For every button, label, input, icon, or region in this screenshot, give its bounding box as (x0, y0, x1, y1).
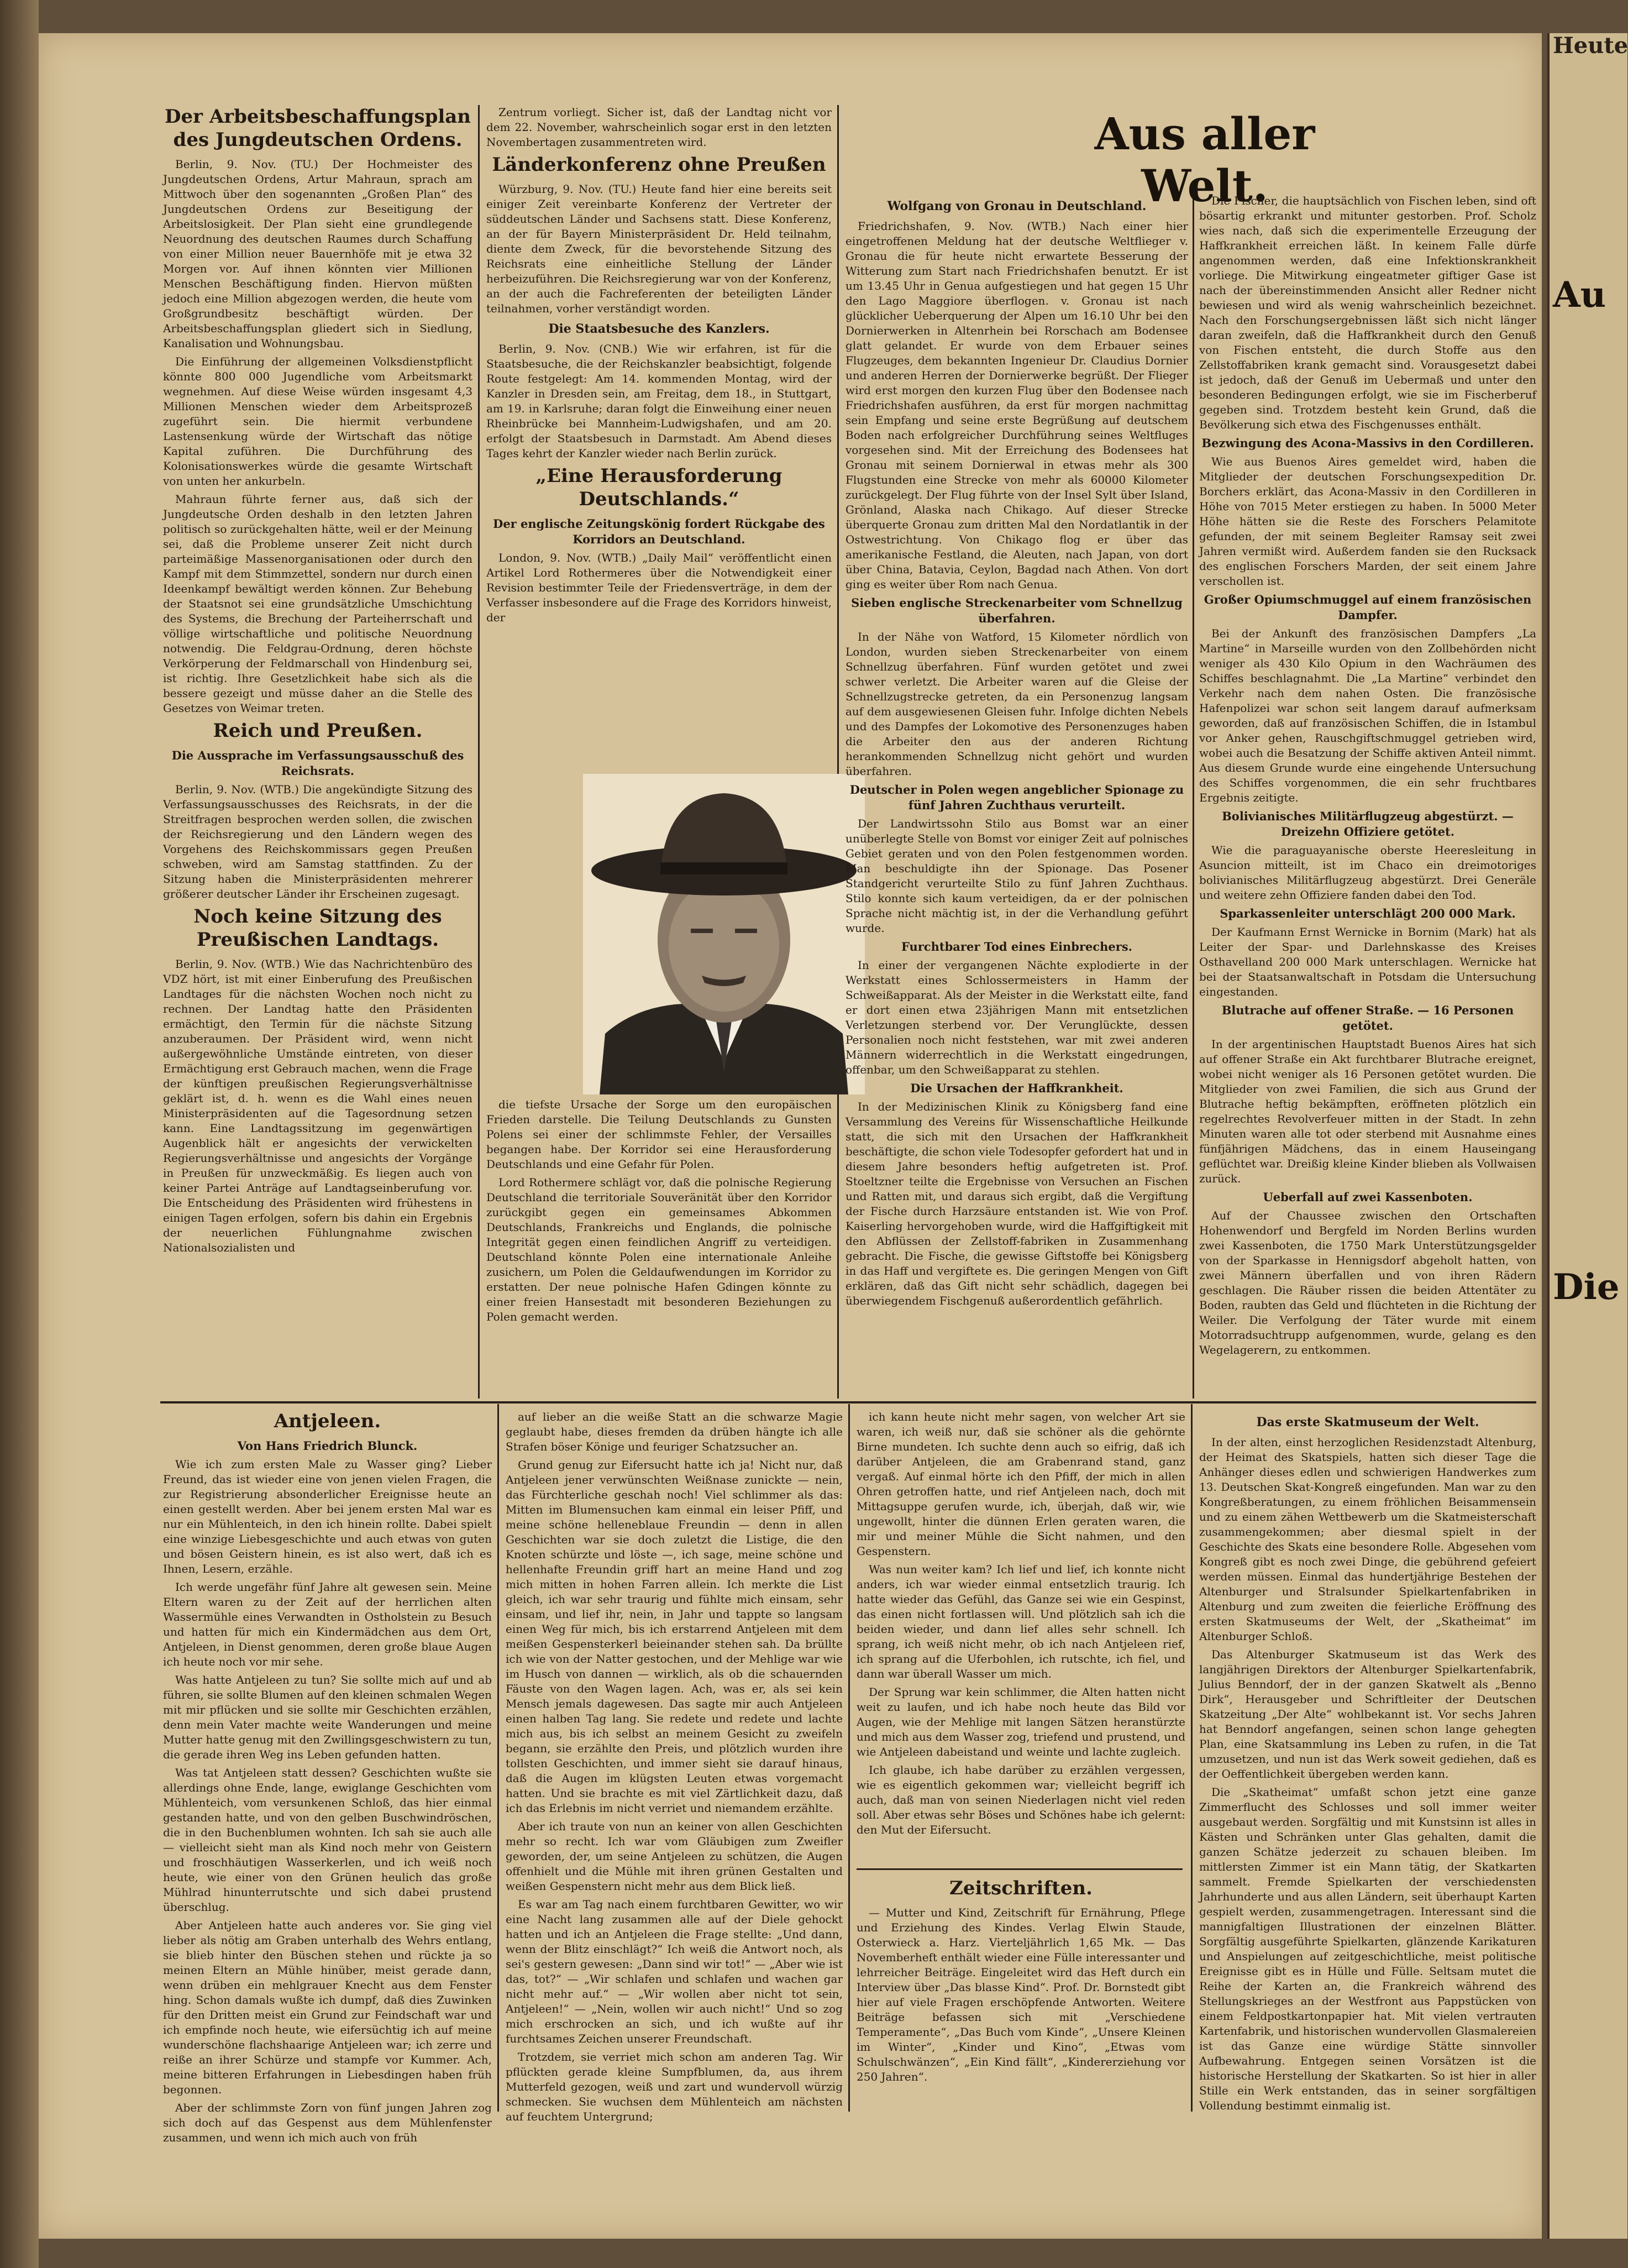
article-text: Berlin, 9. Nov. (WTB.) Wie das Nachrichtenbüro des VDZ hört, ist mit einer Einberufung des Preußischen Landtages für die nächsten Wochen noch nicht zu rechnen. Der Landtag hatte den Präsidenten ermächtigt, den Termin für die nächste Sitzung anzuberaumen. Der Präsident wird, wenn nicht außergewöhnliche Umstände eintreten, von dieser Ermächtigung erst Gebrauch machen, wenn die Frage der künftigen preußischen Regierungsverhältnisse geklärt ist, d. h. wenn es die Wahl eines neuen Ministerpräsidenten auf die Tagesordnung setzen kann. Eine Landtagssitzung im gegenwärtigen Augenblick hält er angesichts der verwickelten Regierungsverhältnisse und angesichts der Vorgänge in Preußen für unzweckmäßig. Es liegen auch von keiner Partei Anträge auf Landtagseinberufung vor. Die Entscheidung des Präsidenten wird frühestens in einigen Tagen erfolgen, sofern bis dahin ein Ergebnis der neuerlichen Fühlungnahme zwischen Nationalsozialisten und (163, 957, 472, 1254)
column-rule (848, 1404, 850, 2112)
headline: Reich und Preußen. (213, 720, 423, 742)
article-text: Das Altenburger Skatmuseum ist das Werk des langjährigen Direktors der Altenburger Spielkartenfabrik, Julius Benndorf, der in der ganzen Skatwelt als „Benno Dirk“, Herausgeber und Schriftleiter der Deutschen Skatzeitung „Der Alte“ wohlbekannt ist. Vor sechs Jahren hat Benndorf angefangen, seinen schon lange gehegten Plan, eine Skatsammlung ins Leben zu rufen, in die Tat umzusetzen, und nun ist das Werk soweit gediehen, daß es der Oeffentlichkeit übergeben werden kann. (1199, 1648, 1536, 1780)
newspaper-page (39, 33, 1542, 2239)
section-divider (160, 1401, 1536, 1403)
portrait-photo (583, 774, 865, 1094)
article-text: Aber ich traute von nun an keiner von allen Geschichten mehr so recht. Ich war vom Gläubigen zum Zweifler geworden, der, um seine Antjeleen zu schützen, die Augen offenhielt und die Mühle mit ihren grünen Gestalten und weißen Gespenstern nicht mehr aus dem Blick ließ. (506, 1820, 843, 1893)
man-portrait-icon (583, 774, 865, 1094)
subheadline: Der englische Zeitungskönig fordert Rückgabe des Korridors an Deutschland. (493, 517, 825, 546)
article-text: — Mutter und Kind, Zeitschrift für Ernährung, Pflege und Erziehung des Kindes. Verlag Elwin Staude, Osterwieck a. Harz. Vierteljährlich 1,65 Mk. — Das Novemberheft enthält wieder eine Fülle interessanter und lehrreicher Beiträge. Eingeleitet wird das Heft durch ein Interview über „Das blasse Kind“. Prof. Dr. Bornstedt gibt hier auf viele Fragen erschöpfende Antworten. Weitere Beiträge befassen sich mit „Verschiedene Temperamente“, „Das Buch vom Kinde“, „Unsere Kleinen im Winter“, „Kinder und Kino“, „Etwas vom Schulschwänzen“, „Ein Kind fällt“, „Kindererziehung vor 250 Jahren“. (857, 1906, 1185, 2083)
article-text: Wie die paraguayanische oberste Heeresleitung in Asuncion mitteilt, ist im Chaco ein dreimotoriges bolivianisches Militärflugzeug abgestürzt. Drei Generäle und weitere zehn Offiziere fanden dabei den Tod. (1199, 844, 1536, 902)
subheadline: Sieben englische Streckenarbeiter vom Schnellzug überfahren. (851, 596, 1183, 625)
headline: Noch keine Sitzung des Preußischen Landtags. (193, 905, 442, 951)
article-text: Grund genug zur Eifersucht hatte ich ja! Nicht nur, daß Antjeleen jener verwünschten Weißnase zunickte — nein, das Fürchterliche geschah noch! Viel schlimmer als das: Mitten im Blumensuchen kam einmal ein leiser Pfiff, und meine schöne helleneblaue Freundin — denn in allen Geschichten war sie doch zuletzt die Listige, die den Knoten schürzte und löste —, ich sage, meine schöne und hellenhafte Freundin griff hart an meine Hand und zog mich mitten in hohen Farren allein. Ich merkte die List gleich, ich war sehr traurig und fühlte mich einsam, sehr einsam, und lief ihr, nein, in Jahr und tappte so langsam einen Weg für mich, bis ich erstarrend Antjeleen mit dem meißen Gespensterkerl beieinander stehen sah. Da brüllte ich wie von der Natter gestochen, und der Mehlige war wie im Husch von dannen — wirklich, als ob die schauernden Fäuste von den Wagen lagen. Ach, was er, als sei kein Mensch jemals dagewesen. Das sagte mir auch Antjeleen einen halben Tag lang. Sie redete und redete und lachte mich aus, bis ich selbst an meinem Gesicht zu zweifeln begann, sie erzählte den Preis, und plötzlich wurden ihre tollsten Geschichten, und immer sieht sie darauf hinaus, daß die Augen im klügsten Leuten etwas vorgemacht hatten. Und sie brachte es mit viel Zärtlichkeit dazu, daß ich das Erlebnis im nicht verriet und niemandem erzählte. (506, 1458, 843, 1815)
article-text: In der Nähe von Watford, 15 Kilometer nördlich von London, wurden sieben Streckenarbeiter von einem Schnellzug überfahren. Fünf wurden getötet und zwei schwer verletzt. Die Arbeiter waren auf die Gleise der Schnellzugstrecke getreten, da ein Personenzug langsam auf dem ausgewiesenen Gleisen fuhr. Infolge dichten Nebels und des Dampfes der Lokomotive des Personenzuges haben die Arbeiter den aus der anderen Richtung herankommenden Schnellzug nicht gehört und wurden überfahren. (845, 630, 1188, 778)
article-text: Was tat Antjeleen statt dessen? Geschichten wußte sie allerdings ohne Ende, lange, ewiglange Geschichten vom Mühlenteich, vom versunkenen Schloß, das hier einmal gestanden hatte, und von den gelben Buschwindröschen, die in den Buchenblumen wohnten. Ich sah sie auch alle — vielleicht sieht man als Kind noch mehr von Geistern und froschhäutigen Wasserkerlen, und ich weiß noch heute, wie einer von den Grünen heulich das große Mühlrad hinunterrutschte und sich dabei prustend überschlug. (163, 1766, 492, 1914)
article-text: die tiefste Ursache der Sorge um den europäischen Frieden darstelle. Die Teilung Deutschlands zu Gunsten Polens sei einer der schlimmste Fehler, der Versailles begangen habe. Der Korridor sei eine Herausforderung Deutschlands und eine Gefahr für Polen. (486, 1098, 832, 1171)
article-text: Trotzdem, sie verriet mich schon am anderen Tag. Wir pflückten gerade kleine Sumpfblumen, da, aus ihrem Mutterfeld gezogen, weiß und zart und wundervoll würzig schmecken. Sie wuchsen dem Mühlenteich am nächsten auf feuchtem Untergrund; (506, 2050, 843, 2123)
article-text: Die Einführung der allgemeinen Volksdienstpflicht könnte 800 000 Jugendliche vom Arbeitsmarkt wegnehmen. Auf diese Weise würden insgesamt 4,3 Millionen Menschen wieder dem Arbeitsprozeß zugeführt sein. Die hiermit verbundene Lastensenkung würde der Wirtschaft das nötige Kapital zuführen. Die Durchführung des Kolonisationswerkes würde die gesamte Wirtschaft von unten her ankurbeln. (163, 355, 472, 488)
subheadline: Bolivianisches Militärflugzeug abgestürzt. — Dreizehn Offiziere getötet. (1222, 809, 1514, 839)
article-text: Was nun weiter kam? Ich lief und lief, ich konnte nicht anders, ich war wieder einmal entsetzlich traurig. Ich hatte wieder das Gefühl, das Ganze sei wie ein Gespinst, das einen nicht fortlassen will. Und plötzlich sah ich die beiden wieder, und dann lief alles sehr schnell. Ich sprang, ich weiß nicht mehr, ob ich nach Antjeleen rief, ich sprang auf die Uferbohlen, ich rutschte, ich fiel, und dann war überall Wasser um mich. (857, 1563, 1185, 1680)
column-8 (1199, 1410, 1536, 2112)
headline: Die Staatsbesuche des Kanzlers. (548, 322, 770, 336)
subheadline: Deutscher in Polen wegen angeblicher Spionage zu fünf Jahren Zuchthaus verurteilt. (849, 783, 1184, 812)
article-text: Friedrichshafen, 9. Nov. (WTB.) Nach einer hier eingetroffenen Meldung hat der deutsche Weltflieger v. Gronau die für heute nicht erwartete Besserung der Witterung zum Start nach Friedrichshafen benutzt. Er ist um 13.45 Uhr in Genua aufgestiegen und hat gegen 15 Uhr den Lago Maggiore überflogen. v. Gronau ist nach glücklicher Ueberquerung der Alpen um 16.10 Uhr bei den Dornierwerken in Altenrhein bei Rorschach am Bodensee glatt gelandet. Er wurde von dem Erbauer seines Flugzeuges, dem bekannten Ingenieur Dr. Claudius Dornier und anderen Herren der Dornierwerke begrüßt. Der Flieger wird erst morgen den kurzen Flug über den Bodensee nach Friedrichshafen ausführen, da erst für morgen nachmittag sein Empfang und seine erste Begrüßung auf deutschem Boden nach erfolgreicher Durchführung seines Weltfluges vorgesehen sind. Mit der Erreichung des Bodensees hat Gronau mit seinem Dornierwal in etwas mehr als 300 Flugstunden eine Strecke von mehr als 60000 Kilometer zurückgelegt. Der Flug führte von der Insel Sylt über Island, Grönland, Alaska nach Chikago. Auf dieser Strecke überquerte Gronau zum dritten Mal den Nordatlantik in der Ostwestrichtung. Von Chikago flog er über das amerikanische Festland, die Aleuten, nach Japan, von dort über China, Batavia, Ceylon, Bagdad nach Athen. Von dort ging es weiter über Rom nach Genua. (845, 219, 1188, 591)
article-text: Lord Rothermere schlägt vor, daß die polnische Regierung Deutschland die territoriale Souveränität über den Korridor zurückgibt gegen ein gemeinsames Abkommen Deutschlands, Frankreichs und Englands, die polnische Integrität gegen einen feindlichen Angriff zu verteidigen. Deutschland könnte Polen eine internationale Anleihe zusichern, um Polen die Geldaufwendungen im Korridor zu erstatten. Der neue polnische Hafen Gdingen könnte zu einer freien Hansestadt mit besonderen Beziehungen zu Polen gemacht werden. (486, 1176, 832, 1323)
article-text: ich kann heute nicht mehr sagen, von welcher Art sie waren, ich weiß nur, daß sie schöner als die gehörnte Birne mundeten. Ich suchte denn auch so eifrig, daß ich darüber Antjeleen, die am Grabenrand stand, ganz vergaß. Auf einmal hörte ich den Pfiff, der mich in allen Ohren getroffen hatte, und rief Antjeleen nach, doch mit Mittagsuppe gerufen wurde, ich, überjah, daß wir, wie ungewollt, hinter die dünnen Erlen geraten waren, die mir und meiner Mühle die Sicht nahmen, und den Gespenstern. (857, 1410, 1185, 1558)
subheadline: Bezwingung des Acona-Massivs in den Cordilleren. (1201, 436, 1534, 450)
article-text: Die „Skatheimat“ umfaßt schon jetzt eine ganze Zimmerflucht des Schlosses und soll immer weiter ausgebaut werden. Sorgfältig und mit Kunstsinn ist alles in Kästen und Schränken unter Glas gehalten, damit die ganzen Schätze jederzeit zu schauen bleiben. Im mittlersten Zimmer ist ein Mann tätig, der Skatkarten sammelt. Fremde Spielkarten der verschiedensten Jahrhunderte und aus allen Ländern, seit überhaupt Karten gespielt werden, zusammengetragen. Interessant sind die mannigfaltigen Illustrationen der einzelnen Blätter. Sorgfältig ausgeführte Spielkarten, glänzende Karikaturen und Anspielungen auf zeitgeschichtliche, meist politische Ereignisse gibt es in Hülle und Fülle. Seltsam mutet die Reihe der Karten an, die Frankreich während des Stellungskrieges an der Westfront aus Pappstücken von einem Feldpostkartonpapier hat. Mit vielen vertrauten Kartenfabrik, und historischen wundervollen Glasmalereien ist das Ganze eine würdige Stätte sinnvoller Aufbewahrung. Entgegen seinen Vorsätzen ist die historische Herstellung der Skatkarten. So ist hier in aller Stille ein Werk entstanden, das in seiner sorgfältigen Vollendung bestimmt einmalig ist. (1199, 1785, 1536, 2112)
article-text: Der Landwirtssohn Stilo aus Bomst war an einer unüberlegte Stelle von Bomst vor einiger Zeit auf polnisches Gebiet geraten und von den Polen festgenommen worden. Man beschuldigte ihn der Spionage. Das Posener Standgericht verurteilte Stilo zu fünf Jahren Zuchthaus. Stilo konnte sich kaum verteidigen, da er der polnischen Sprache nicht mächtig ist, in der die Verhandlung geführt wurde. (845, 817, 1188, 935)
column-2 (486, 105, 832, 741)
subheadline: Furchtbarer Tod eines Einbrechers. (901, 940, 1132, 954)
article-text: Würzburg, 9. Nov. (TU.) Heute fand hier eine bereits seit einiger Zeit vereinbarte Konferenz der Vertreter der süddeutschen Länder und Sachsens statt. Diese Konferenz, an der für Bayern Ministerpräsident Dr. Held teilnahm, diente dem Zweck, für die bevorstehende Sitzung des Reichsrats eine einheitliche Stellung der Länder herbeizuführen. Die Reichsregierung war von der Konferenz, an der auch die Fachreferenten der beteiligten Länder teilnahmen, vorher verständigt worden. (486, 182, 832, 315)
headline: Wolfgang von Gronau in Deutschland. (887, 199, 1147, 213)
byline: Von Hans Friedrich Blunck. (237, 1439, 418, 1453)
article-text: Der Kaufmann Ernst Wernicke in Bornim (Mark) hat als Leiter der Spar- und Darlehnskasse des Kreises Osthavelland 200 000 Mark unterschlagen. Wernicke hat bei der Staatsanwaltschaft in Potsdam die Untersuchung eingestanden. (1199, 925, 1536, 998)
adjacent-page-text: Heute (1553, 33, 1628, 59)
subheadline: Die Aussprache im Verfassungsausschuß des Reichsrats. (171, 748, 464, 778)
article-text: Berlin, 9. Nov. (CNB.) Wie wir erfahren, ist für die Staatsbesuche, die der Reichskanzler beabsichtigt, folgende Route festgelegt: Am 14. kommenden Montag, wird der Kanzler in Dresden sein, am Freitag, dem 18., in Stuttgart, am 19. in Karlsruhe; daran folgt die Einweihung einer neuen Rheinbrücke bei Mannheim-Ludwigshafen, und am 20. erfolgt der Staatsbesuch in Darmstadt. Am Abend dieses Tages kehrt der Kanzler wieder nach Berlin zurück. (486, 342, 832, 460)
binding-edge (0, 0, 39, 2268)
subheadline: Sparkassenleiter unterschlägt 200 000 Mark. (1220, 907, 1516, 920)
article-text: Ich glaube, ich habe darüber zu erzählen vergessen, wie es eigentlich gekommen war; vielleicht begriff ich auch, daß man von seinen Niederlagen nicht viel reden soll. Aber etwas sehr Böses und Schönes habe ich gelernt: den Mut der Eifersucht. (857, 1763, 1185, 1836)
article-text: London, 9. Nov. (WTB.) „Daily Mail“ veröffentlicht einen Artikel Lord Rothermeres über die Notwendigkeit einer Revision bestimmter Teile der Friedensverträge, in dem der Verfasser insbesondere auf die Frage des Korridors hinweist, der (486, 551, 832, 624)
article-text: Die Fischer, die hauptsächlich von Fischen leben, sind oft bösartig erkrankt und mitunter gestorben. Prof. Scholz wies nach, daß sich die experimentelle Erzeugung der Haffkrankheit erreichen läßt. In keinem Falle dürfe angenommen werden, daß eine Infektionskrankheit vorliege. Die Mitwirkung eingeatmeter giftiger Gase ist nach der übereinstimmenden Ansicht aller Redner nicht bewiesen und wird als wenig wahrscheinlich bezeichnet. Nach den Forschungsergebnissen läßt sich nicht länger daran zweifeln, daß die Haffkrankheit durch den Genuß von Fischen entsteht, die durch Stoffe aus den Zellstoffabriken krank gemacht sind. Vorausgesetzt dabei ist jedoch, daß der Genuß im Uebermaß und unter den besonderen Bedingungen erfolgt, wie sie im Fischerberuf gegeben sind. Trotzdem besteht kein Grund, daß die Bevölkerung sich etwa des Fischgenusses enthält. (1199, 194, 1536, 431)
column-1 (163, 105, 472, 1398)
column-2-lower (486, 1097, 832, 1398)
subheadline: Ueberfall auf zwei Kassenboten. (1263, 1190, 1473, 1204)
article-text: In der argentinischen Hauptstadt Buenos Aires hat sich auf offener Straße ein Akt furchtbarer Blutrache ereignet, wobei nicht weniger als 16 Personen getötet wurden. Die Mitglieder von zwei Familien, die sich aus Grund der Blutrache heftig bekämpften, eröffneten plötzlich ein regelrechtes Revolverfeuer mitten in der Stadt. In zehn Minuten waren alle tot oder sterbend mit Ausnahme eines fünfjährigen Mädchens, das in einem Hauseingang geflüchtet war. Dreißig kleine Kinder blieben als Vollwaisen zurück. (1199, 1038, 1536, 1185)
article-text: Berlin, 9. Nov. (WTB.) Die angekündigte Sitzung des Verfassungsausschusses des Reichsrats, in der die Streitfragen besprochen werden sollen, die zwischen der Reichsregierung und den Ländern wegen des Vorgehens des Reichskommissars gegen Preußen schweben, wird am Samstag stattfinden. Zu der Sitzung haben die Ministerpräsidenten mehrerer größerer deutscher Länder ihr Erscheinen zugesagt. (163, 783, 472, 900)
column-rule (478, 105, 480, 1398)
column-7 (857, 1410, 1185, 1863)
article-text: Auf der Chaussee zwischen den Ortschaften Hohenwendorf und Bergfeld im Norden Berlins wurden zwei Kassenboten, die 1750 Mark Unterstützungsgelder von der Sparkasse in Hennigsdorf abgeholt hatten, von zwei Männern überfallen und von ihren Rädern geschlagen. Die Räuber rissen die beiden Attentäter zu Boden, raubten das Geld und flüchteten in die Richtung der Weiler. Die Verfolgung der Täter wurde mit einem Motorradsuchtrupp aufgenommen, wurde, gelang es den Wegelagerern, zu entkommen. (1199, 1209, 1536, 1356)
article-text: Der Sprung war kein schlimmer, die Alten hatten nicht weit zu laufen, und ich habe noch heute das Bild vor Augen, wie der Mehlige mit langen Sätzen heranstürzte und mich aus dem Wasser zog, triefend und prustend, und wie Antjeleen dabeistand und weinte und lachte zugleich. (857, 1685, 1185, 1758)
subheadline: Die Ursachen der Haffkrankheit. (910, 1081, 1123, 1095)
article-text: Aber der schlimmste Zorn von fünf jungen Jahren zog sich doch auf das Gespenst aus dem Mühlenfenster zusammen, und wenn ich mich auch von früh (163, 2101, 492, 2144)
column-7-lower (857, 1877, 1185, 2112)
subheadline: Blutrache auf offener Straße. — 16 Personen getötet. (1221, 1003, 1514, 1033)
section-masthead: Aus aller Welt. (1094, 108, 1315, 212)
article-text: Ich werde ungefähr fünf Jahre alt gewesen sein. Meine Eltern waren zu der Zeit auf der herrlichen alten Wassermühle eines Verwandten in Ostholstein zu Besuch und hatten für mich ein Kindermädchen aus dem Ort, Antjeleen, in Dienst genommen, deren große blaue Augen ich heute noch vor mir sehe. (163, 1580, 492, 1668)
headline: Länderkonferenz ohne Preußen (492, 154, 826, 176)
article-text: Aber Antjeleen hatte auch anderes vor. Sie ging viel lieber als nötig am Graben unterhalb des Wehrs entlang, sie blieb hinter den Büschen stehen und rückte ja so meinen Eltern an Mühle hinüber, meist gerade dann, wenn drüben ein mehlgrauer Knecht aus dem Fenster hing. Schon damals wußte ich dumpf, daß dies Zuwinken für den Dritten meist ein Grund zur Feindschaft war und ich empfinde noch heute, wie eifersüchtig ich auf meine wunderschöne flachshaarige Antjeleen war; ich zerre und reiße an ihrer Schürze und stampfe vor Kummer. Ach, meine bitteren Erfahrungen in Liebesdingen haben früh begonnen. (163, 1919, 492, 2096)
subheadline: Großer Opiumschmuggel auf einem französischen Dampfer. (1204, 593, 1532, 622)
headline: Das erste Skatmuseum der Welt. (1256, 1415, 1479, 1429)
article-text: Mahraun führte ferner aus, daß sich der Jungdeutsche Orden deshalb in den letzten Jahren politisch so zurückgehalten hätte, weil er der Meinung sei, daß die Probleme unserer Zeit nicht durch parteimäßige Massenorganisationen oder durch den Kampf mit dem Stimmzettel, sondern nur durch einen Ideenkampf bewältigt werden können. Zur Behebung der Staatsnot sei eine grundsätzliche Umschichtung des Systems, die Brechung der Parteiherrschaft und völlige wirtschaftliche und politische Neuordnung notwendig. Die Feldgrau-Ordnung, deren höchste Verkörperung der Feldmarschall von Hindenburg sei, ist richtig. Ihre Gesetzlichkeit habe sich als die bessere gezeigt und müsse daher an die Stelle des Gesetzes von Weimar treten. (163, 493, 472, 715)
article-text: auf lieber an die weiße Statt an die schwarze Magie geglaubt habe, dieses fremden da drüben hängte ich alle Strafen böser Könige und feuriger Schatzsucher an. (506, 1410, 843, 1453)
article-text: Berlin, 9. Nov. (TU.) Der Hochmeister des Jungdeutschen Ordens, Artur Mahraun, sprach am Mittwoch über den sogenannten „Großen Plan“ des Jungdeutschen Ordens zur Beseitigung der Arbeitslosigkeit. Der Plan sieht eine grundlegende Neuordnung des deutschen Raumes durch Schaffung von einer Million neuer Bauernhöfe mit je etwa 32 Morgen vor. Auf ihnen könnten vier Millionen Menschen Beschäftigung finden. Hiervon müßten jedoch eine Million abgezogen werden, die heute vom Großgrundbesitz beschäftigt würden. Der Arbeitsbeschaffungsplan gliedert sich in Siedlung, Kanalisation und Wohnungsbau. (163, 158, 472, 350)
article-text: Wie ich zum ersten Male zu Wasser ging? Lieber Freund, das ist wieder eine von jenen vielen Fragen, die zur Registrierung absonderlicher Ereignisse heute an einen gestellt werden. Aber bei jenem ersten Mal war es nur ein Mühlenteich, in den ich hinein rollte. Dabei spielt eine winzige Liebesgeschichte und auch etwas von guten und bösen Geistern hinein, es ist also wert, daß ich es Ihnen, Lesern, erzähle. (163, 1458, 492, 1575)
column-rule (837, 105, 839, 1398)
headline: Zeitschriften. (949, 1877, 1093, 1899)
adjacent-page (1547, 33, 1627, 2239)
column-6 (506, 1410, 843, 2123)
headline: Der Arbeitsbeschaffungsplan des Jungdeutschen Ordens. (164, 106, 471, 151)
article-text: Was hatte Antjeleen zu tun? Sie sollte mich auf und ab führen, sie sollte Blumen auf den kleinen schmalen Wegen mit mir pflücken und sie sollte mir Geschichten erzählen, denn mein Vater machte weite Wanderungen und meine Mutter hatte genug mit den Zwillingsgeschwistern zu tun, die gerade ihren Weg ins Leben gefunden hatten. (163, 1673, 492, 1761)
column-3 (845, 193, 1188, 1398)
adjacent-page-text: Au (1553, 274, 1606, 316)
article-text: Zentrum vorliegt. Sicher ist, daß der Landtag nicht vor dem 22. November, wahrscheinlich sogar erst in den letzten Novembertagen zusammentreten wird. (486, 106, 832, 149)
section-divider (857, 1868, 1183, 1870)
article-text: In der alten, einst herzoglichen Residenzstadt Altenburg, der Heimat des Skatspiels, hatten sich dieser Tage die Anhänger dieses edlen und schwierigen Handwerkes zum 13. Deutschen Skat-Kongreß eingefunden. Man war zu den Kongreßberatungen, zu einem fröhlichen Beisammensein und zu einem zähen Wettbewerb um die Skatmeisterschaft zusammengekommen; aber diesmal spielt in der Geschichte des Skats eine besondere Rolle. Abgesehen vom Kongreß gibt es noch zwei Dinge, die gebührend gefeiert werden müssen. Einmal das hundertjährige Bestehen der Altenburger und Stralsunder Spielkartenfabriken in Altenburg und zum zweiten die feierliche Eröffnung des ersten Skatmuseums der Welt, der „Skatheimat“ im Altenburger Schloß. (1199, 1436, 1536, 1643)
article-text: In einer der vergangenen Nächte explodierte in der Werkstatt eines Schlossermeisters in Hamm der Schweißapparat. Als der Meister in die Werkstatt eilte, fand er dort einen etwa 23jährigen Mann mit entsetzlichen Verletzungen sterbend vor. Der Verunglückte, dessen Personalien noch nicht feststehen, war mit zwei anderen Männern widerrechtlich in die Werkstatt eingedrungen, offenbar, um den Schweißapparat zu stehlen. (845, 958, 1188, 1076)
article-text: In der Medizinischen Klinik zu Königsberg fand eine Versammlung des Vereins für Wissenschaftliche Heilkunde statt, die sich mit den Ursachen der Haffkrankheit beschäftigte, die schon viele Todesopfer gefordert hat und in diesem Jahre besonders heftig aufgetreten ist. Prof. Stoeltzner teilte die Ergebnisse von Versuchen an Fischen und Ratten mit, und daraus sich ergibt, daß die Vergiftung der Fische durch Harzsäure entstanden ist. Wie von Prof. Kaiserling hervorgehoben wurde, wird die Haffgiftigkeit mit den Abflüssen der Zellstoff-fabriken in Zusammenhang gebracht. Die Fische, die gewisse Giftstoffe bei Königsberg in das Haff und vergiftete es. Die geringen Mengen von Gift erklären, daß das Gift nicht sehr schädlich, dagegen bei überwiegendem Fischgenuß außerordentlich gefährlich. (845, 1100, 1188, 1307)
headline: „Eine Herausforderung Deutschlands.“ (535, 465, 783, 510)
column-5 (163, 1410, 492, 2144)
article-text: Es war am Tag nach einem furchtbaren Gewitter, wo wir eine Nacht lang zusammen alle auf der Diele gehockt hatten und ich an Antjeleen die Frage stellte: „Und dann, wenn der Blitz einschlägt?“ Ich weiß die Antwort noch, als sei's gestern gewesen: „Dann sind wir tot!“ — „Aber wie ist das, tot?“ — „Wir schlafen und schlafen und wachen gar nicht mehr auf.“ — „Wir wollen aber nicht tot sein, Antjeleen!“ — „Nein, wollen wir auch nicht!“ Und so zog mich erschrocken an sich, und ich wußte auf ihr furchtsames Zeichen unserer Freundschaft. (506, 1898, 843, 2045)
article-text: Bei der Ankunft des französischen Dampfers „La Martine“ in Marseille wurden von den Zollbehörden nicht weniger als 430 Kilo Opium in den Wachräumen des Schiffes beschlagnahmt. Die „La Martine“ verbindet den Verkehr nach dem nahen Osten. Die französische Hafenpolizei war schon seit langem darauf aufmerksam geworden, daß auf französischen Schiffen, die in Istambul vor Anker gehen, Rauschgiftschmuggel getrieben wird, wobei auch die Besatzung der Schiffe aktiven Anteil nimmt. Aus diesem Grunde wurde eine eingehende Untersuchung des Schiffes vorgenommen, die ein sehr fruchtbares Ergebnis zeitigte. (1199, 627, 1536, 804)
column-rule (1193, 193, 1194, 1398)
article-text: Wie aus Buenos Aires gemeldet wird, haben die Mitglieder der deutschen Forschungsexpedition Dr. Borchers erklärt, das Acona-Massiv in den Cordilleren in Höhe von 7015 Meter erstiegen zu haben. In 5000 Meter Höhe hätten sie die Reste des Forschers Pelamitote gefunden, der mit seinem Begleiter Ramsay seit zwei Jahren vermißt wird. Außerdem fanden sie den Rucksack des englischen Forschers Marden, der seit einem Jahre verschollen ist. (1199, 455, 1536, 588)
adjacent-page-text: Die (1553, 1266, 1620, 1308)
column-rule (1191, 1404, 1193, 2112)
column-4 (1199, 193, 1536, 1398)
headline: Antjeleen. (274, 1410, 381, 1432)
column-rule (497, 1404, 499, 2112)
